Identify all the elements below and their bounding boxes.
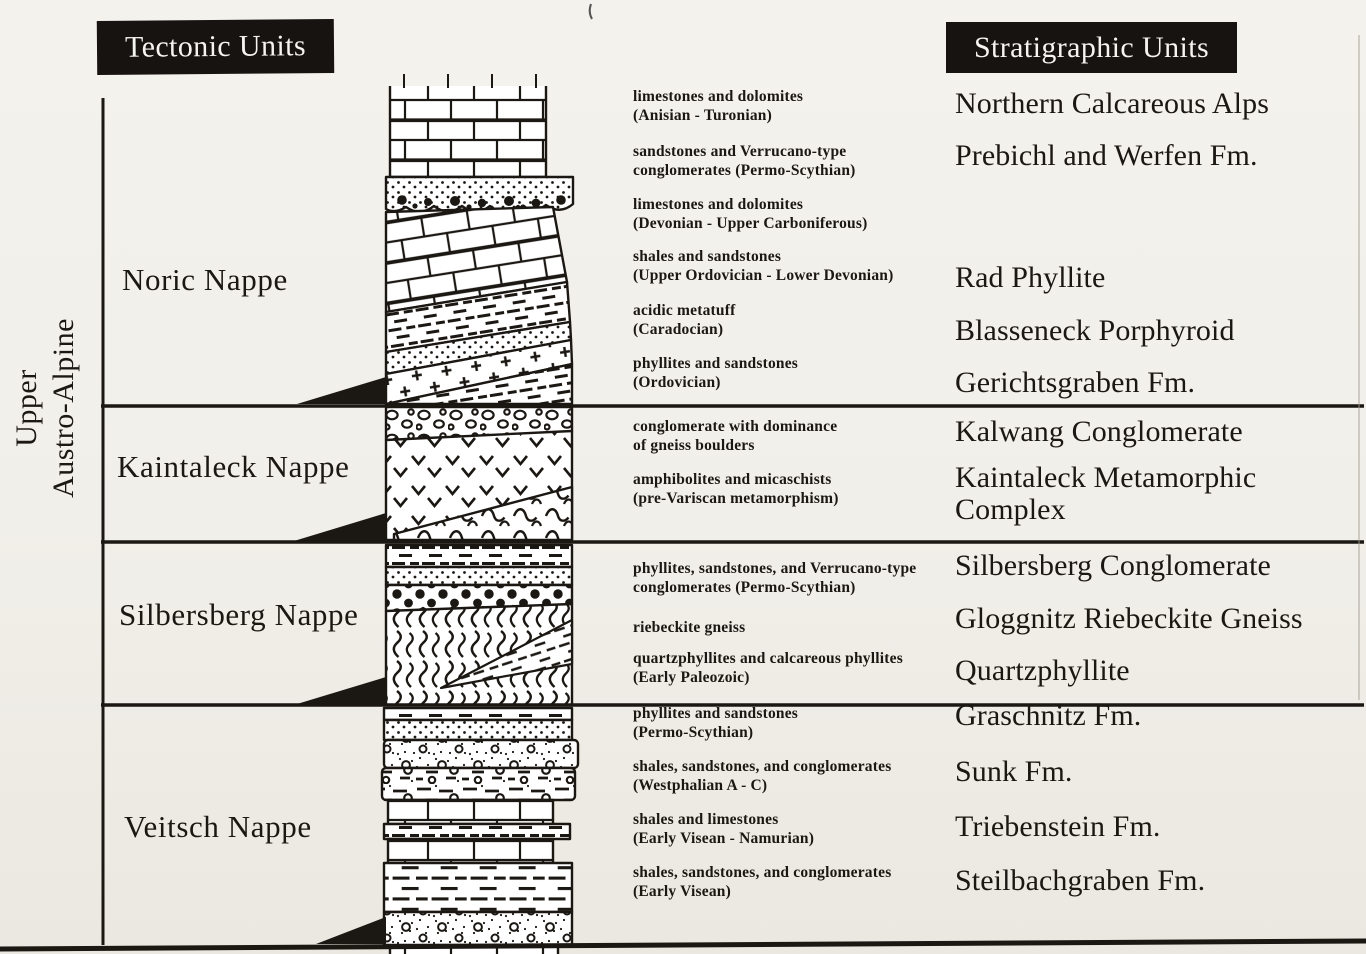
strat-unit-label: Gerichtsgraben Fm.	[955, 366, 1196, 399]
layer-phyllite-dashes-3	[384, 708, 572, 720]
scan-mark	[590, 4, 592, 19]
column-layers-noric	[386, 74, 573, 404]
strat-unit-label: Sunk Fm.	[955, 755, 1073, 788]
layer-phyllite-dashes-2	[386, 545, 572, 567]
column-layers-kaintaleck	[386, 407, 572, 540]
strat-unit-label: Blasseneck Porphyroid	[955, 314, 1235, 347]
tectonic-units-header: Tectonic Units	[97, 19, 334, 75]
thrust-wedge-noric	[297, 377, 386, 404]
strat-unit-label: Prebichl and Werfen Fm.	[955, 139, 1258, 172]
lithology-desc: acidic metatuff (Caradocian)	[633, 302, 736, 338]
tectonic-unit-noric: Noric Nappe	[122, 262, 288, 297]
layer-sandstone-dotted-4	[384, 720, 572, 740]
lithology-desc: shales and sandstones (Upper Ordovician - Lower Devonian)	[633, 248, 894, 284]
figure-bottom-line	[0, 941, 1366, 949]
lithology-desc: limestones and dolomites (Devonian - Upper Carboniferous)	[633, 196, 868, 232]
strat-unit-label: Steilbachgraben Fm.	[955, 864, 1206, 897]
strat-unit-label: Kalwang Conglomerate	[955, 415, 1243, 448]
column-layers-veitsch	[382, 708, 578, 954]
strat-unit-label: Triebenstein Fm.	[955, 810, 1161, 843]
lithology-desc: limestones and dolomites (Anisian - Turonian)	[633, 88, 804, 124]
layer-limestone-brick	[390, 86, 546, 177]
side-label-upper-austro-alpine: Upper Austro-Alpine	[10, 318, 80, 498]
layer-shale-conglomerate-mixed	[382, 768, 575, 800]
layer-shale-dashes	[384, 824, 570, 839]
tectonic-unit-silbersberg: Silbersberg Nappe	[119, 597, 359, 632]
lithology-desc: conglomerate with dominance of gneiss boulders	[633, 418, 838, 454]
lithology-desc: phyllites and sandstones (Permo-Scythian)	[633, 705, 799, 741]
strat-unit-label: Quartzphyllite	[955, 654, 1130, 687]
tectonic-unit-kaintaleck: Kaintaleck Nappe	[117, 449, 350, 484]
layer-conglomerate-pebbly-2	[384, 912, 572, 945]
lithology-desc: shales and limestones (Early Visean - Namurian)	[633, 811, 815, 847]
lithology-desc: phyllites and sandstones (Ordovician)	[633, 355, 799, 391]
strat-unit-label: Graschnitz Fm.	[955, 699, 1142, 732]
lithology-desc: phyllites, sandstones, and Verrucano-type conglomerates (Permo-Scythian)	[633, 560, 917, 596]
strat-unit-label: Kaintaleck Metamorphic Complex	[955, 461, 1257, 526]
lithology-desc: sandstones and Verrucano-type conglomerates (Permo-Scythian)	[633, 143, 856, 179]
lithology-desc: riebeckite gneiss	[633, 619, 746, 636]
strat-unit-label: Northern Calcareous Alps	[955, 87, 1269, 120]
lithology-desc: shales, sandstones, and conglomerates (Early Visean)	[633, 864, 892, 900]
lithology-desc: quartzphyllites and calcareous phyllites (Early Paleozoic)	[633, 650, 903, 686]
thrust-wedge-silbersberg	[297, 677, 386, 704]
tectonic-unit-veitsch: Veitsch Nappe	[124, 809, 312, 844]
lithology-desc: amphibolites and micaschists (pre-Variscan metamorphism)	[633, 471, 839, 507]
layer-limestone-brick-2	[388, 800, 553, 824]
thrust-wedge-kaintaleck	[294, 513, 386, 541]
thrust-wedge-veitsch	[316, 917, 386, 944]
stratigraphic-units-header: Stratigraphic Units	[946, 22, 1237, 73]
layer-limestone-brick-3	[388, 839, 553, 863]
strat-unit-label: Gloggnitz Riebeckite Gneiss	[955, 602, 1303, 635]
layer-sandstone-dotted-3	[386, 567, 572, 585]
column-layers-silbersberg	[386, 545, 572, 705]
lithology-desc: shales, sandstones, and conglomerates (Westphalian A - C)	[633, 758, 892, 794]
strat-unit-label: Rad Phyllite	[955, 261, 1106, 294]
layer-conglomerate-pebbly	[384, 740, 578, 768]
layer-shale-dashes-big	[384, 863, 572, 912]
strat-unit-label: Silbersberg Conglomerate	[955, 549, 1271, 582]
